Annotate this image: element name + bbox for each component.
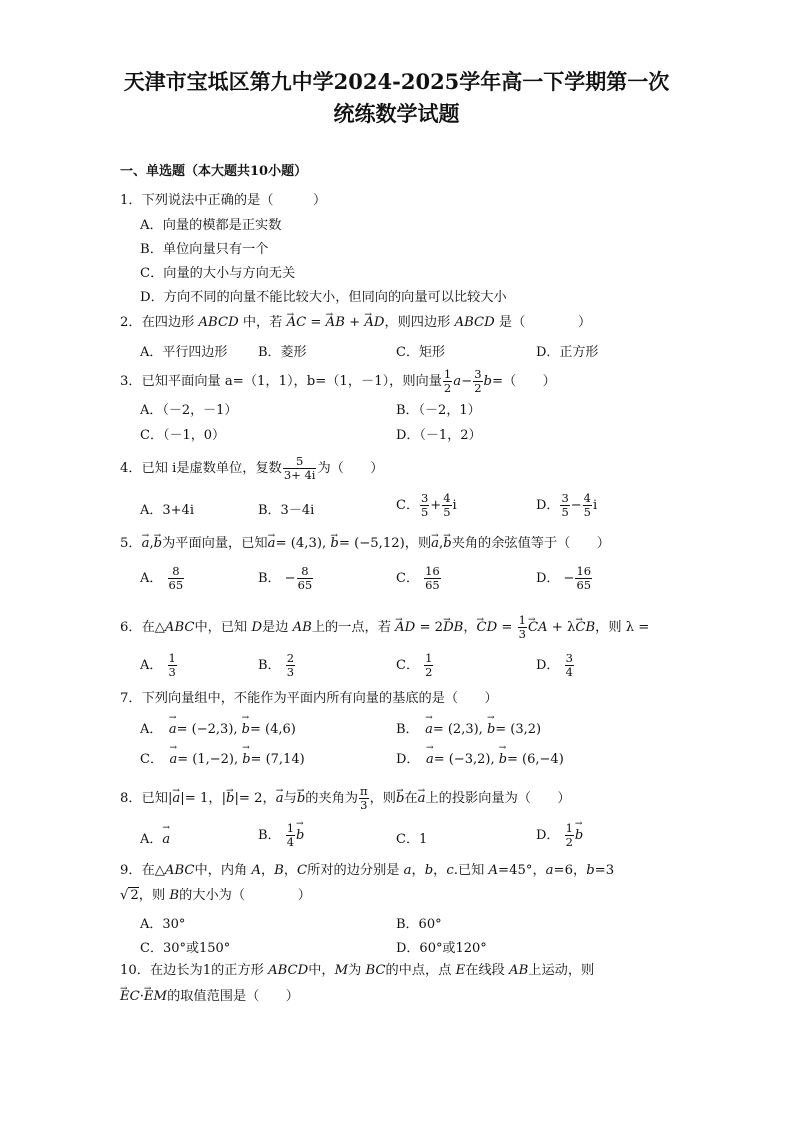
q4-option-b: B．3－4i xyxy=(258,503,315,518)
q5-option-d: D． − $\frac{16}{65}$ xyxy=(536,564,592,592)
q6-option-d: D． $\frac{3}{4}$ xyxy=(536,651,573,679)
q7-option-a: A． → a= (−2,3), → b= (4,6) xyxy=(140,718,296,737)
q5-stem: 5．→ a,→ b为平面向量，已知→ a= (4,3), → b= (−5,12)，则→ a,→ b夹角的余弦值等于（ ） xyxy=(120,535,610,553)
q5-option-a: A． $\frac{8}{65}$ xyxy=(140,564,184,592)
q6-option-a: A． $\frac{1}{3}$ xyxy=(140,651,176,679)
q9-stem-line1: 9．在△ABC中，内角 A，B，C所对的边分别是 a，b，c.已知 A=45°，a=6，b=3 xyxy=(120,863,615,878)
q3-option-b: B．（－2，1） xyxy=(396,403,481,418)
q1-option-a: A．向量的模都是正实数 xyxy=(140,218,282,233)
q3-option-c: C．（－1，0） xyxy=(140,428,225,443)
q2-stem: 2．在四边形 ABCD 中，若 → AC = → AB + → AD，则四边形 ABCD 是（ ） xyxy=(120,314,591,332)
q5-option-b: B． − $\frac{8}{65}$ xyxy=(258,564,313,592)
q5-option-c: C． $\frac{16}{65}$ xyxy=(396,564,440,592)
q3-option-d: D．（－1，2） xyxy=(396,428,482,443)
q9-option-a: A．30° xyxy=(140,917,186,932)
q7-stem: 7．下列向量组中，不能作为平面内所有向量的基底的是（ ） xyxy=(120,691,498,706)
q9-option-b: B．60° xyxy=(396,917,442,932)
title-line-1: 天津市宝坻区第九中学2024-2025学年高一下学期第一次 xyxy=(123,69,670,94)
q6-option-c: C． $\frac{1}{2}$ xyxy=(396,651,433,679)
title-line-2: 统练数学试题 xyxy=(333,101,460,126)
section-heading: 一、单选题（本大题共10小题） xyxy=(120,164,308,179)
q6-option-b: B． $\frac{2}{3}$ xyxy=(258,651,295,679)
q1-option-b: B．单位向量只有一个 xyxy=(140,242,269,257)
q9-option-c: C．30°或150° xyxy=(140,941,231,956)
q2-option-b: B．菱形 xyxy=(258,345,307,360)
q7-option-b: B． → a= (2,3), → b= (3,2) xyxy=(396,718,541,737)
q7-option-d: D． → a= (−3,2), → b= (6,−4) xyxy=(396,748,564,767)
q8-option-d: D． $\frac{1}{2}$ → b xyxy=(536,822,583,849)
q3-stem: 3．已知平面向量 a=（1，1），b=（1，－1），则向量 $\frac{1}{2}$ a− $\frac{3}{2}$ b=（ ） xyxy=(120,367,556,395)
q1-option-d: D．方向不同的向量不能比较大小，但同向的向量可以比较大小 xyxy=(140,290,507,305)
q1-option-c: C．向量的大小与方向无关 xyxy=(140,266,296,281)
q8-option-c: C．1 xyxy=(396,832,428,847)
q2-option-c: C．矩形 xyxy=(396,345,445,360)
q8-option-a: A．→ a xyxy=(140,828,170,847)
q10-stem-line2: → EC·→ EM的取值范围是（ ） xyxy=(120,988,299,1006)
q9-option-d: D．60°或120° xyxy=(396,941,487,956)
q2-option-a: A．平行四边形 xyxy=(140,345,228,360)
q1-stem: 1．下列说法中正确的是（ ） xyxy=(120,193,327,208)
q3-option-a: A．（－2，－1） xyxy=(140,403,238,418)
q10-stem-line1: 10．在边长为1的正方形 ABCD中，M为 BC的中点，点 E在线段 AB上运动，则 xyxy=(120,963,595,978)
q8-stem: 8．已知|→ a|= 1，|→ b|= 2，→ a与→ b的夹角为 $\frac{\pi}{3}$ ，则→ b在→ a上的投影向量为（ ） xyxy=(120,785,571,812)
q4-option-d: D． $\frac{3}{5}$ − $\frac{4}{5}$ i xyxy=(536,491,598,519)
q4-option-a: A．3+4i xyxy=(140,503,194,518)
q4-option-c: C． $\frac{3}{5}$ + $\frac{4}{5}$ i xyxy=(396,491,457,519)
q9-stem-line2: √ 2，则 B的大小为（ ） xyxy=(120,888,311,903)
q6-stem: 6．在△ABC中，已知 D是边 AB上的一点，若 → AD = 2→ DB，→ CD = $\frac{1}{3}$ → CA + λ→ CB，则 λ = xyxy=(120,614,649,641)
q7-option-c: C． → a= (1,−2), → b= (7,14) xyxy=(140,748,305,767)
q4-stem: 4．已知 i是虚数单位，复数 $\frac{5}{3+ 4i}$ 为（ ） xyxy=(120,454,384,482)
q2-option-d: D．正方形 xyxy=(536,345,599,360)
q8-option-b: B． $\frac{1}{4}$ → b xyxy=(258,822,304,849)
